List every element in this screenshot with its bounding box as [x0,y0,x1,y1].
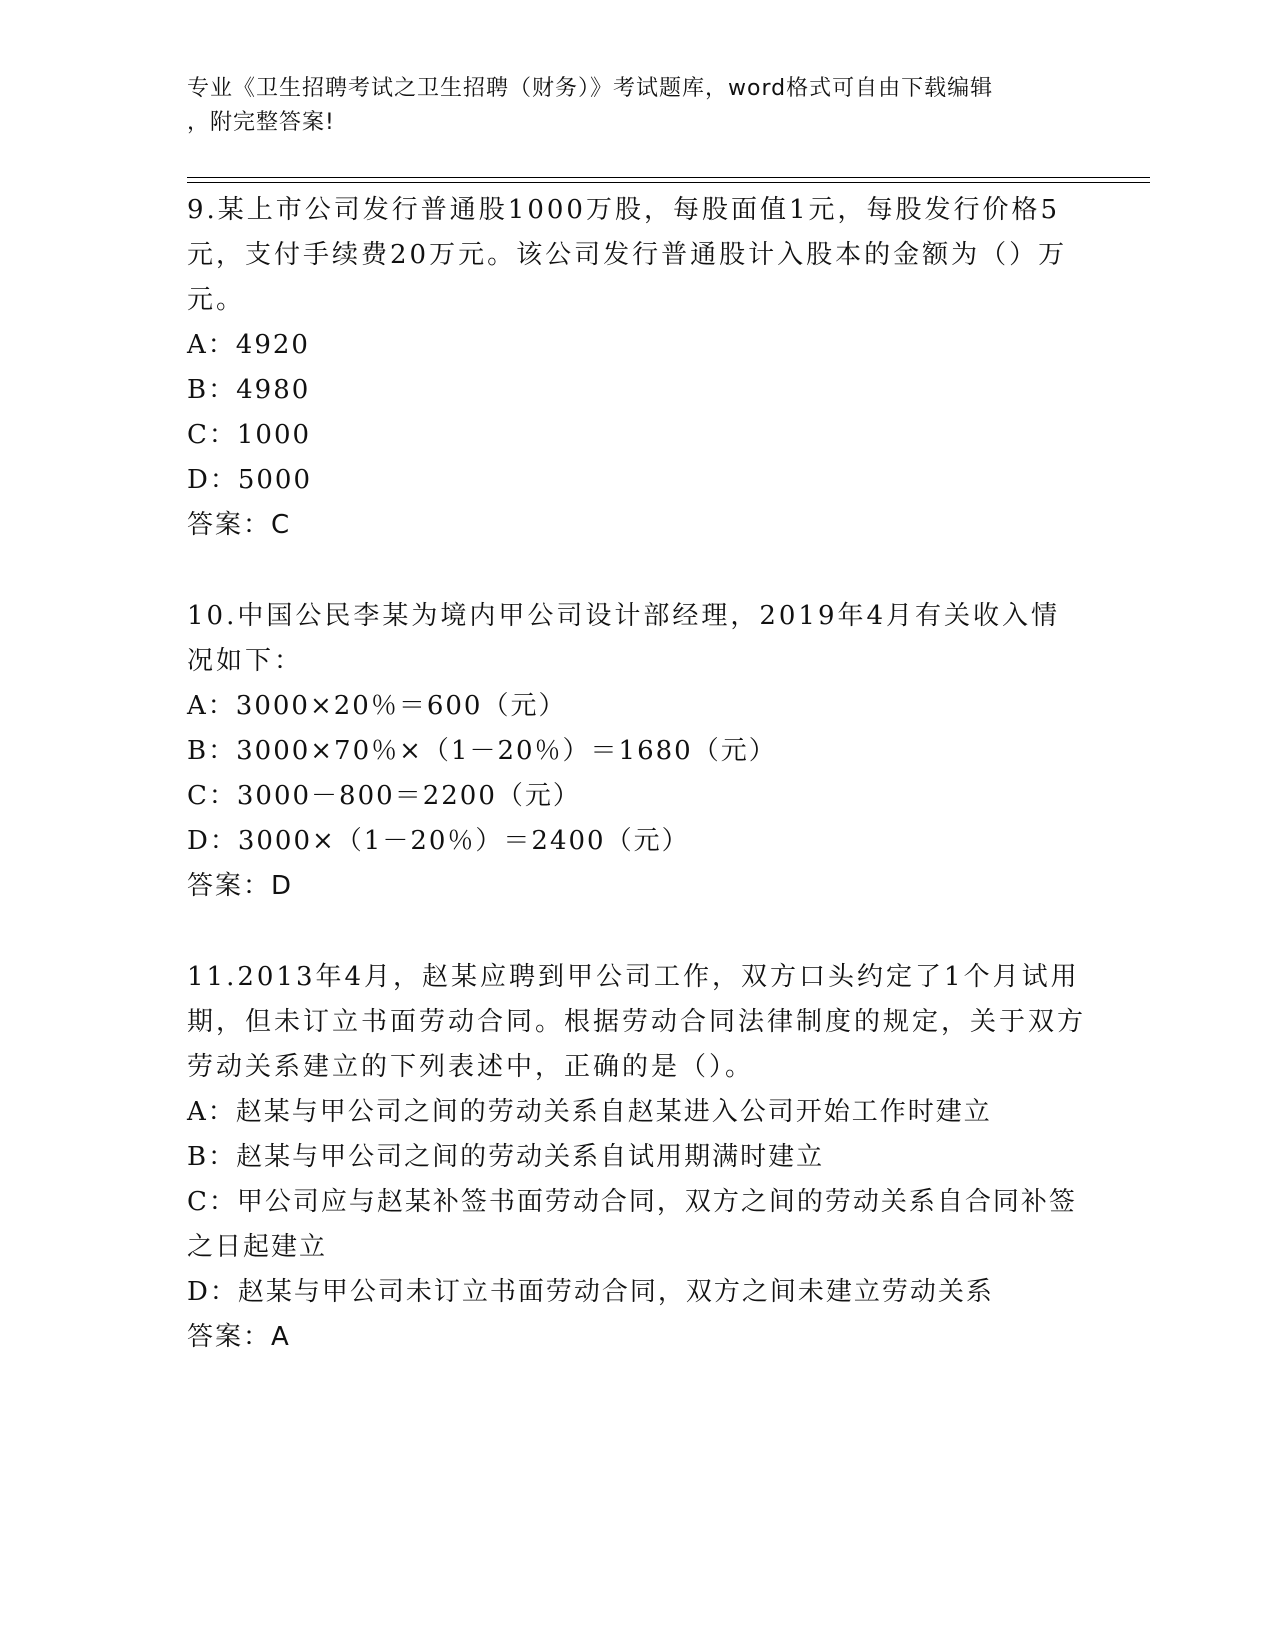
option-a: A：3000×20％＝600（元） [187,691,567,721]
spacer [187,909,1087,955]
question-list [187,188,1087,1360]
option-b: B：4980 [187,375,311,405]
option-c: C：1000 [187,420,312,450]
question-stem: 11.2013年4月，赵某应聘到甲公司工作，双方口头约定了1个月试用期，但未订立书面劳动合同。根据劳动合同法律制度的规定，关于双方劳动关系建立的下列表述中，正确的是（）。 [187,962,1087,1082]
header-line-2: ，附完整答案! [187,110,335,135]
option-d: D：赵某与甲公司未订立书面劳动合同，双方之间未建立劳动关系 [187,1277,994,1307]
option-d: D：5000 [187,465,313,495]
header-divider-bottom [187,182,1150,183]
header-divider-top [187,177,1150,178]
answer-line: 答案：C [187,510,292,540]
option-c: C：甲公司应与赵某补签书面劳动合同，双方之间的劳动关系自合同补签之日起建立 [187,1187,1077,1262]
document-header [187,72,1067,140]
option-c: C：3000－800＝2200（元） [187,781,581,811]
answer-line: 答案：D [187,871,294,901]
question-block-11 [187,955,1087,1360]
option-b: B：赵某与甲公司之间的劳动关系自试用期满时建立 [187,1142,825,1172]
question-stem: 10.中国公民李某为境内甲公司设计部经理，2019年4月有关收入情况如下： [187,601,1061,676]
spacer [187,548,1087,594]
header-line-1: 专业《卫生招聘考试之卫生招聘（财务）》考试题库，word格式可自由下载编辑 [187,76,994,101]
option-a: A：4920 [187,330,310,360]
question-block-9 [187,188,1087,548]
answer-line: 答案：A [187,1322,291,1352]
question-stem: 9.某上市公司发行普通股1000万股，每股面值1元，每股发行价格5元，支付手续费20万元。该公司发行普通股计入股本的金额为（）万元。 [187,195,1068,315]
option-d: D：3000×（1－20％）＝2400（元） [187,826,690,856]
option-b: B：3000×70％×（1－20％）＝1680（元） [187,736,777,766]
option-a: A：赵某与甲公司之间的劳动关系自赵某进入公司开始工作时建立 [187,1097,992,1127]
question-block-10 [187,594,1087,909]
